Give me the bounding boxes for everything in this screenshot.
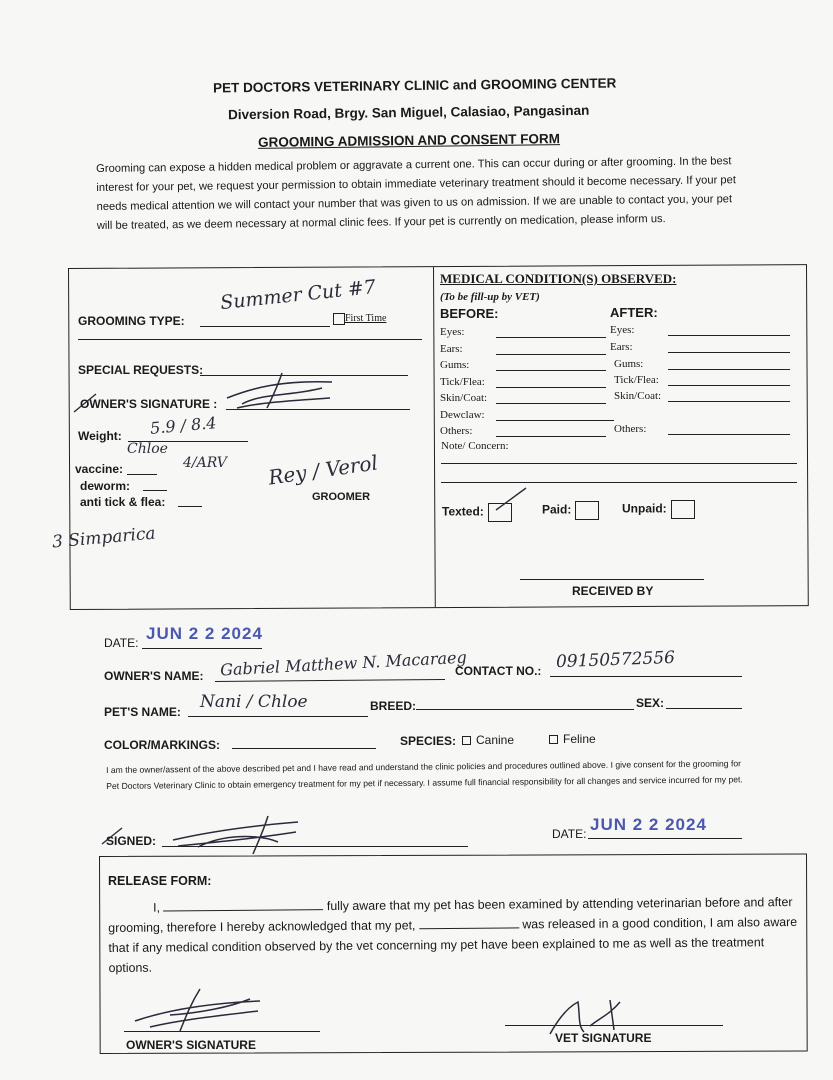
signed-signature (168, 812, 308, 856)
before-field-label: Skin/Coat: (440, 392, 488, 404)
strikethrough-mark (72, 392, 102, 416)
canine-checkbox[interactable] (462, 736, 471, 745)
signed-date-label: DATE: (552, 827, 587, 841)
clinic-name: PET DOCTORS VETERINARY CLINIC and GROOMING CENTER (212, 75, 617, 96)
after-field-label: Ears: (610, 341, 633, 353)
before-field-line[interactable] (496, 420, 614, 421)
weight-pet-name: Chloe (127, 441, 168, 457)
before-field-label: Tick/Flea: (440, 375, 485, 388)
box-divider (433, 267, 436, 607)
signed-date-stamp: JUN 2 2 2024 (590, 815, 707, 834)
release-owner-signature (130, 985, 270, 1033)
grooming-type-value: Summer Cut #7 (219, 275, 377, 315)
release-pet-blank[interactable] (419, 927, 519, 929)
owner-signature-label: OWNER'S SIGNATURE : (80, 397, 218, 411)
before-field-label: Eyes: (440, 326, 465, 338)
after-field-label: Others: (614, 423, 647, 435)
grooming-type-label: GROOMING TYPE: (78, 314, 185, 328)
sex-label: SEX: (636, 696, 665, 710)
date-line[interactable] (142, 648, 262, 649)
before-field-label: Ears: (440, 342, 463, 355)
contact-value: 09150572556 (555, 647, 676, 673)
pet-name-value: Nani / Chloe (200, 692, 308, 712)
vaccine-value: 4/ARV (183, 455, 227, 471)
release-vet-signature-label: VET SIGNATURE (555, 1031, 652, 1045)
after-field-label: Gums: (614, 358, 644, 370)
pet-name-line[interactable] (188, 716, 368, 717)
pet-name-label: PET'S NAME: (104, 705, 181, 719)
texted-text: Texted: (442, 504, 484, 519)
note-label: Note/ Concern: (441, 440, 509, 452)
medical-title: MEDICAL CONDITION(S) OBSERVED: (440, 271, 677, 286)
signed-date-line[interactable] (588, 838, 742, 839)
unpaid-checkbox[interactable] (671, 500, 695, 519)
before-field-label: Dewclaw: (440, 408, 485, 421)
owner-signature-scribble-1 (222, 368, 342, 412)
consent-paragraph: I am the owner/assent of the above described pet and I have read and understand the clinic policies and procedures outlined above. I give consent for the grooming for Pet Doctors Veterinary Clinic to obtain emergency treatment for my pet if necessary. I assume full financial responsibility for all changes and service incurred for my pet. (106, 758, 743, 791)
release-text-a: I, (153, 900, 164, 915)
release-title: RELEASE FORM: (108, 874, 212, 888)
date-label: DATE: (104, 636, 139, 650)
note-line-1[interactable] (441, 463, 797, 464)
date-stamp: JUN 2 2 2024 (146, 624, 263, 643)
before-field-line[interactable] (496, 403, 606, 404)
weight-label: Weight: (78, 429, 122, 443)
before-field-line[interactable] (496, 436, 606, 437)
canine-label: Canine (476, 733, 515, 747)
grooming-type-line[interactable] (200, 326, 330, 327)
before-field-line[interactable] (496, 370, 606, 371)
antitick-line[interactable] (178, 506, 202, 507)
feline-label: Feline (563, 732, 596, 746)
groomer-label: GROOMER (312, 491, 371, 503)
before-field-line[interactable] (496, 337, 606, 338)
paid-label (542, 501, 599, 520)
after-field-label: Skin/Coat: (614, 390, 662, 402)
release-owner-blank[interactable] (163, 909, 323, 911)
after-field-line[interactable] (668, 434, 790, 435)
intro-paragraph: Grooming can expose a hidden medical problem or aggravate a current one. This can occur during or after grooming. In the best interest for your pet, we request your permission to obtain immediate veterinary treatment should it become necessary. If your pet needs medical attention we will contact your number that was given to us on admission. If we are unable to contact you, your pet will be treated, as we deem necessary at normal clinic fees. If your pet is currently on medication, please inform us. (96, 155, 737, 232)
after-field-line[interactable] (668, 401, 790, 402)
first-time-checkbox[interactable] (333, 313, 345, 325)
sex-line[interactable] (666, 708, 742, 709)
feline-checkbox[interactable] (549, 735, 558, 744)
color-markings-label: COLOR/MARKINGS: (104, 738, 220, 752)
deworm-line[interactable] (143, 490, 167, 491)
antitick-label: anti tick & flea: (80, 495, 166, 509)
after-field-line[interactable] (668, 369, 790, 370)
before-label: BEFORE: (440, 306, 499, 321)
signed-label: SIGNED: (106, 834, 157, 848)
canine-option[interactable] (462, 733, 514, 747)
first-time-label: First Time (345, 313, 387, 324)
owner-name-line[interactable] (215, 679, 445, 682)
contact-line[interactable] (550, 676, 742, 677)
groomer-value: Rey / Verol (266, 450, 380, 490)
after-label: AFTER: (610, 305, 658, 320)
received-by-line[interactable] (520, 579, 704, 580)
after-field-line[interactable] (668, 352, 790, 353)
feline-option[interactable] (549, 732, 596, 746)
medical-subtitle: (To be fill-up by VET) (440, 291, 540, 303)
after-field-label: Tick/Flea: (614, 374, 659, 386)
release-text-b: fully aware that my pet has been examined by attending veterinarian before and after grooming, therefore I hereby acknowledged that my pet, (108, 895, 793, 935)
vaccine-label: vaccine: (75, 462, 124, 476)
unpaid-label (622, 500, 695, 519)
owner-name-label: OWNER'S NAME: (104, 669, 204, 683)
signed-strike-mark (100, 826, 128, 848)
contact-label: CONTACT NO.: (455, 664, 542, 678)
release-paragraph (108, 892, 801, 978)
release-owner-signature-label: OWNER'S SIGNATURE (126, 1038, 256, 1052)
before-field-label: Gums: (440, 359, 470, 371)
species-label: SPECIES: (400, 734, 457, 748)
received-by-label: RECEIVED BY (572, 584, 654, 598)
before-field-label: Others: (440, 425, 473, 437)
special-requests-label: SPECIAL REQUESTS: (78, 363, 204, 377)
after-field-line[interactable] (668, 385, 790, 386)
clinic-address: Diversion Road, Brgy. San Miguel, Calasiao, Pangasinan (227, 102, 590, 123)
texted-check-mark (492, 484, 532, 514)
weight-value: 5.9 / 8.4 (149, 413, 218, 438)
form-title: GROOMING ADMISSION AND CONSENT FORM (257, 131, 561, 150)
vaccine-line[interactable] (127, 474, 157, 475)
before-field-line[interactable] (496, 354, 606, 355)
paid-text: Paid: (542, 502, 572, 517)
note-line-2[interactable] (441, 482, 797, 483)
after-field-label: Eyes: (610, 324, 635, 336)
before-field-line[interactable] (496, 387, 606, 388)
color-markings-line[interactable] (232, 748, 376, 749)
grooming-type-line-2 (78, 339, 422, 340)
antitick-value: 3 Simparica (51, 523, 157, 553)
unpaid-text: Unpaid: (622, 501, 667, 516)
release-text-c: was released in a good condition, I am also aware that if any medical condition observed by the vet concerning my pet have been explained to me as well as the treatment options. (108, 914, 798, 975)
breed-label: BREED: (370, 699, 417, 713)
after-field-line[interactable] (668, 335, 790, 336)
owner-name-value: Gabriel Matthew N. Macaraeg (219, 647, 468, 680)
paid-checkbox[interactable] (575, 501, 599, 520)
breed-line[interactable] (416, 709, 634, 710)
deworm-label: deworm: (80, 479, 131, 493)
